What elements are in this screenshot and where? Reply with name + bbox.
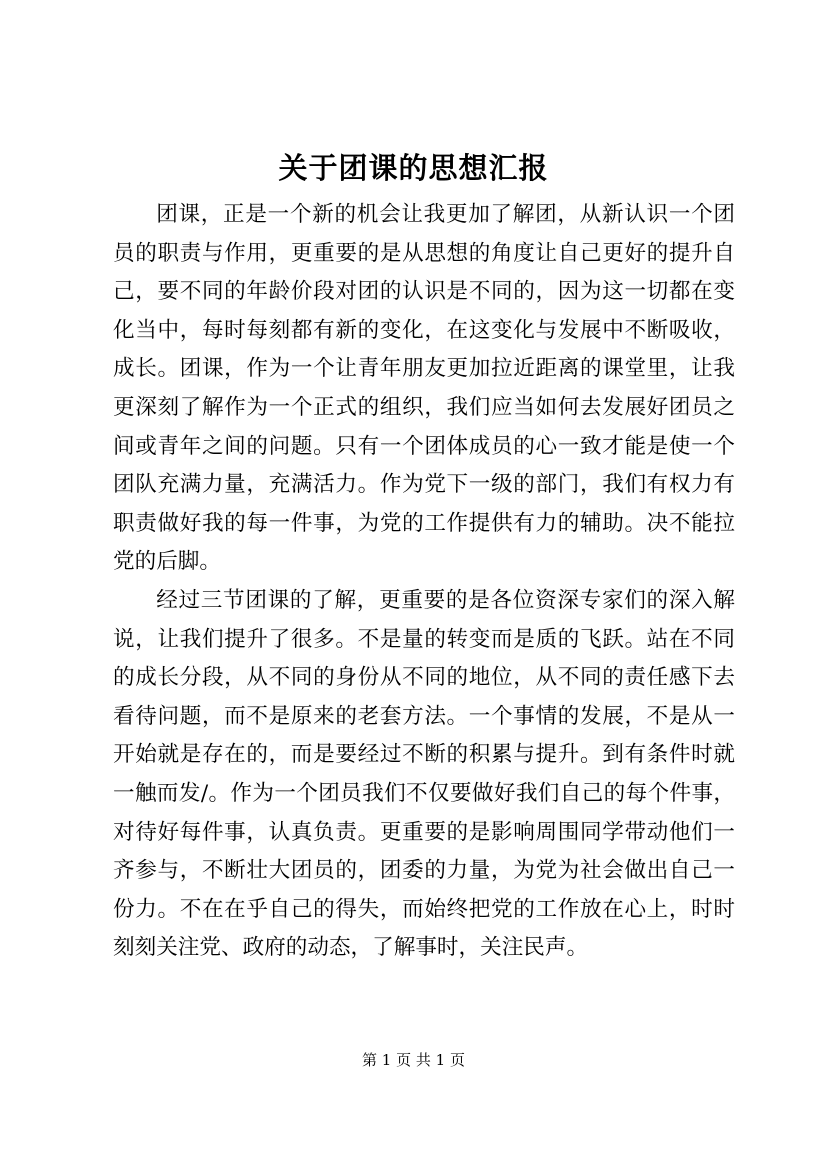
paragraph-2: 经过三节团课的了解，更重要的是各位资深专家们的深入解说，让我们提升了很多。不是量的转变而是质的飞跃。站在不同的成长分段，从不同的身份从不同的地位，从不同的责任感下去看待问题，而不是原来的老套方法。一个事情的发展，不是从一开始就是存在的，而是要经过不断的积累与提升。到有条件时就一触而发/。作为一个团员我们不仅要做好我们自己的每个件事，对待好每件事，认真负责。更重要的是影响周围同学带动他们一齐参与，不断壮大团员的，团委的力量，为党为社会做出自己一份力。不在在乎自己的得失，而始终把党的工作放在心上，时时刻刻关注党、政府的动态，了解事时，关注民声。 [113, 587, 735, 961]
document-body [113, 196, 735, 968]
document-title: 关于团课的思想汇报 [278, 151, 549, 185]
paragraph-1: 团课，正是一个新的机会让我更加了解团，从新认识一个团员的职责与作用，更重要的是从思想的角度让自己更好的提升自己，要不同的年龄价段对团的认识是不同的，因为这一切都在变化当中，每时每刻都有新的变化，在这变化与发展中不断吸收，成长。团课，作为一个让青年朋友更加拉近距离的课堂里，让我更深刻了解作为一个正式的组织，我们应当如何去发展好团员之间或青年之间的问题。只有一个团体成员的心一致才能是使一个团队充满力量，充满活力。作为党下一级的部门，我们有权力有职责做好我的每一件事，为党的工作提供有力的辅助。决不能拉党的后脚。 [113, 202, 735, 575]
page-number-footer: 第 1 页 共 1 页 [362, 1051, 465, 1069]
